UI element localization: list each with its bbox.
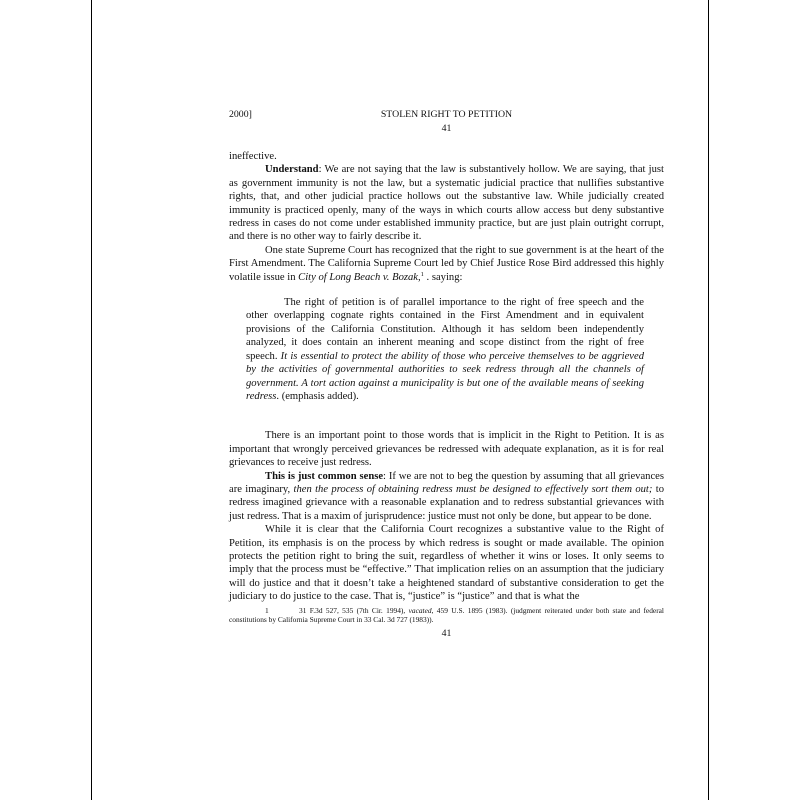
footnote-mark: 1: [265, 605, 269, 615]
paragraph-5-text-1: : If we are not to beg the question by assuming that all grievances are imaginary,: [229, 470, 664, 495]
page-number: 41: [441, 627, 452, 639]
document-page: [91, 0, 709, 800]
paragraph-3-tail: . saying:: [423, 271, 463, 283]
paragraph-3: [229, 244, 664, 284]
footnote-text-2: , 459 U.S. 1895 (1983). (judgment reiterated under both state and federal constitutions by California Supreme Court in 33 Cal. 3d 727 (1983)).: [229, 605, 664, 625]
running-header: [229, 108, 664, 122]
paragraph-3-text: One state Supreme Court has recognized that the right to sue government is at the heart of the First Amendment. The California Supreme Court led by Chief Justice Rose Bird addressed this highly volatile issue in: [229, 244, 664, 283]
quote-tail: . (emphasis added).: [276, 390, 359, 402]
footnote: [229, 606, 664, 625]
block-quote-text: [246, 296, 644, 403]
paragraph-1: ineffective.: [229, 151, 277, 162]
paragraph-5-text-2: to redress imagined grievance with a reasonable explanation and to redress substantial grievances with just redress. That is a maxim of jurisprudence: justice must not only be done, but appear to be done.: [229, 483, 664, 522]
paragraph-5: [229, 470, 664, 524]
spacer: [229, 415, 664, 429]
footnote-italic: vacated: [408, 605, 432, 615]
footnote-reference: 1: [420, 270, 424, 278]
paragraph-4: There is an important point to those words that is implicit in the Right to Petition. It is as important that wrongly perceived grievances be redressed with adequate explanation, as it is for real grievances to receive just redress.: [229, 430, 664, 469]
paragraph-2: [229, 163, 664, 243]
paragraph-5-italic: then the process of obtaining redress must be designed to effectively sort them out;: [293, 483, 653, 495]
paragraph-2-text: : We are not saying that the law is substantively hollow. We are saying, that just as government immunity is not the law, but a systematic judicial practice that nullifies substantive rights, that, and other judicial practice hollows out the substantive law. While judicially created immunity is practiced openly, many of the ways in which courts allow access but deny substantive redress in cases do not come under established immunity practice, but are just plain outright corrupt, and there is no other way to fairly describe it.: [229, 164, 664, 243]
footnote-text-1: 31 F.3d 527, 535 (7th Cir. 1994),: [299, 605, 409, 615]
header-title: STOLEN RIGHT TO PETITION: [380, 109, 513, 120]
case-citation: City of Long Beach v. Bozak,: [298, 271, 421, 283]
header-year: 2000]: [229, 109, 252, 120]
paragraph-5-bold: This is just common sense: [265, 470, 384, 482]
header-page-number: 41: [441, 123, 452, 134]
quote-emphasis: It is essential to protect the ability of those who perceive themselves to be aggrieved by the activities of governmental authorities to seek redress through all the channels of government. A tort action against a municipality is but one of the available means of seeking redress: [246, 350, 645, 402]
block-quote: [246, 296, 644, 403]
paragraph-2-bold: Understand: [265, 164, 319, 176]
paragraph-6: While it is clear that the California Court recognizes a substantive value to the Right of Petition, its emphasis is on the process by which redress is sought or made available. The opinion protects the petition right to bring the suit, regardless of whether it wins or loses. It only seems to imply that the process must be “effective.” That implication relies on an assumption that the judiciary will do justice and that it doesn’t take a heightened standard of substantive consideration to get the judiciary to do justice to the case. That is, “justice” is “justice” and that is what the: [229, 524, 664, 603]
page-content: [229, 108, 664, 640]
quote-plain: The right of petition is of parallel importance to the right of free speech and the other overlapping cognate rights contained in the First Amendment and in equivalent provisions of the California Constitution. Although it has seldom been independently analyzed, it does contain an inherent meaning and scope distinct from the right of free speech.: [246, 297, 644, 362]
